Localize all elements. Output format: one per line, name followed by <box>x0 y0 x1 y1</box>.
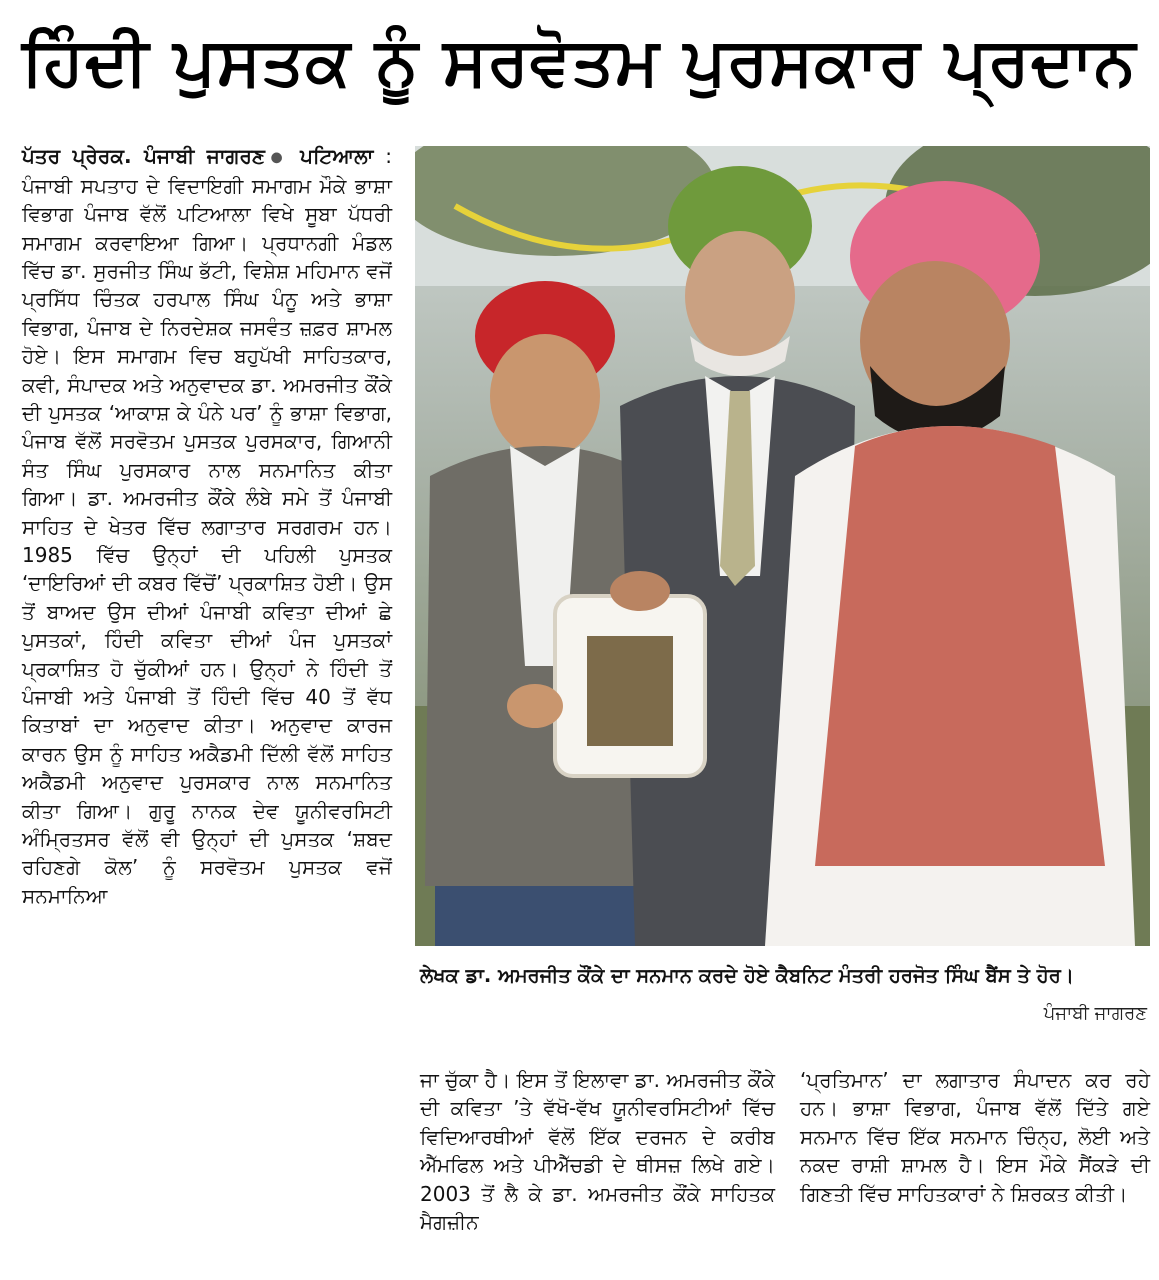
byline: ਪੱਤਰ ਪ੍ਰੇਰਕ. ਪੰਜਾਬੀ ਜਾਗਰਣ <box>22 144 265 168</box>
body-text-right: ‘ਪ੍ਰਤਿਮਾਨ’ ਦਾ ਲਗਾਤਾਰ ਸੰਪਾਦਨ ਕਰ ਰਹੇ ਹਨ। ਭਾਸ਼ਾ ਵਿਭਾਗ, ਪੰਜਾਬ ਵੱਲੋਂ ਦਿੱਤੇ ਗਏ ਸਨਮਾਨ ਵਿੱਚ ਇੱਕ ਸਨਮਾਨ ਚਿੰਨ੍ਹ, ਲੋਈ ਅਤੇ ਨਕਦ ਰਾਸ਼ੀ ਸ਼ਾਮਲ ਹੈ। ਇਸ ਮੌਕੇ ਸੈਂਕੜੇ ਦੀ ਗਿਣਤੀ ਵਿੱਚ ਸਾਹਿਤਕਾਰਾਂ ਨੇ ਸ਼ਿਰਕਤ ਕੀਤੀ। <box>800 1068 1150 1206</box>
bullet-icon: ● <box>264 149 289 166</box>
article-column-right <box>800 1066 1150 1208</box>
photo-caption: ਲੇਖਕ ਡਾ. ਅਮਰਜੀਤ ਕੌਂਕੇ ਦਾ ਸਨਮਾਨ ਕਰਦੇ ਹੋਏ ਕੈਬਨਿਟ ਮੰਤਰੀ ਹਰਜੋਤ ਸਿੰਘ ਬੈਂਸ ਤੇ ਹੋਰ। <box>420 964 1075 987</box>
body-text-left: ਪੰਜਾਬੀ ਸਪਤਾਹ ਦੇ ਵਿਦਾਇਗੀ ਸਮਾਗਮ ਮੌਕੇ ਭਾਸ਼ਾ ਵਿਭਾਗ ਪੰਜਾਬ ਵੱਲੋਂ ਪਟਿਆਲਾ ਵਿਖੇ ਸੂਬਾ ਪੱਧਰੀ ਸਮਾਗਮ ਕਰਵਾਇਆ ਗਿਆ। ਪ੍ਰਧਾਨਗੀ ਮੰਡਲ ਵਿੱਚ ਡਾ. ਸੁਰਜੀਤ ਸਿੰਘ ਭੱਟੀ, ਵਿਸ਼ੇਸ਼ ਮਹਿਮਾਨ ਵਜੋਂ ਪ੍ਰਸਿੱਧ ਚਿੰਤਕ ਹਰਪਾਲ ਸਿੰਘ ਪੰਨੂ ਅਤੇ ਭਾਸ਼ਾ ਵਿਭਾਗ, ਪੰਜਾਬ ਦੇ ਨਿਰਦੇਸ਼ਕ ਜਸਵੰਤ ਜ਼ਫ਼ਰ ਸ਼ਾਮਲ ਹੋਏ। ਇਸ ਸਮਾਗਮ ਵਿਚ ਬਹੁਪੱਖੀ ਸਾਹਿਤਕਾਰ, ਕਵੀ, ਸੰਪਾਦਕ ਅਤੇ ਅਨੁਵਾਦਕ ਡਾ. ਅਮਰਜੀਤ ਕੌਂਕੇ ਦੀ ਪੁਸਤਕ ‘ਆਕਾਸ਼ ਕੇ ਪੰਨੇ ਪਰ’ ਨੂੰ ਭਾਸ਼ਾ ਵਿਭਾਗ, ਪੰਜਾਬ ਵੱਲੋਂ ਸਰਵੋਤਮ ਪੁਸਤਕ ਪੁਰਸਕਾਰ, ਗਿਆਨੀ ਸੰਤ ਸਿੰਘ ਪੁਰਸਕਾਰ ਨਾਲ ਸਨਮਾਨਿਤ ਕੀਤਾ ਗਿਆ। ਡਾ. ਅਮਰਜੀਤ ਕੌਂਕੇ ਲੰਬੇ ਸਮੇ ਤੋਂ ਪੰਜਾਬੀ ਸਾਹਿਤ ਦੇ ਖੇਤਰ ਵਿੱਚ ਲਗਾਤਾਰ ਸਰਗਰਮ ਹਨ। 1985 ਵਿੱਚ ਉਨ੍ਹਾਂ ਦੀ ਪਹਿਲੀ ਪੁਸਤਕ ‘ਦਾਇਰਿਆਂ ਦੀ ਕਬਰ ਵਿੱਚੋਂ’ ਪ੍ਰਕਾਸ਼ਿਤ ਹੋਈ। ਉਸ ਤੋਂ ਬਾਅਦ ਉਸ ਦੀਆਂ ਪੰਜਾਬੀ ਕਵਿਤਾ ਦੀਆਂ ਛੇ ਪੁਸਤਕਾਂ, ਹਿੰਦੀ ਕਵਿਤਾ ਦੀਆਂ ਪੰਜ ਪੁਸਤਕਾਂ ਪ੍ਰਕਾਸ਼ਿਤ ਹੋ ਚੁੱਕੀਆਂ ਹਨ। ਉਨ੍ਹਾਂ ਨੇ ਹਿੰਦੀ ਤੋਂ ਪੰਜਾਬੀ ਅਤੇ ਪੰਜਾਬੀ ਤੋਂ ਹਿੰਦੀ ਵਿੱਚ 40 ਤੋਂ ਵੱਧ ਕਿਤਾਬਾਂ ਦਾ ਅਨੁਵਾਦ ਕੀਤਾ। ਅਨੁਵਾਦ ਕਾਰਜ ਕਾਰਨ ਉਸ ਨੂੰ ਸਾਹਿਤ ਅਕੈਡਮੀ ਦਿੱਲੀ ਵੱਲੋਂ ਸਾਹਿਤ ਅਕੈਡਮੀ ਅਨੁਵਾਦ ਪੁਰਸਕਾਰ ਨਾਲ ਸਨਮਾਨਿਤ ਕੀਤਾ ਗਿਆ। ਗੁਰੂ ਨਾਨਕ ਦੇਵ ਯੂਨੀਵਰਸਿਟੀ ਅੰਮ੍ਰਿਤਸਰ ਵੱਲੋਂ ਵੀ ਉਨ੍ਹਾਂ ਦੀ ਪੁਸਤਕ ‘ਸ਼ਬਦ ਰਹਿਣਗੇ ਕੋਲ’ ਨੂੰ ਸਰਵੋਤਮ ਪੁਸਤਕ ਵਜੋਂ ਸਨਮਾਨਿਆ <box>22 173 392 908</box>
photo-illustration-icon <box>415 146 1150 946</box>
article-column-left <box>22 142 392 910</box>
article-column-middle <box>420 1066 775 1236</box>
dateline-place: ਪਟਿਆਲਾ <box>300 144 374 168</box>
news-photo <box>415 146 1150 946</box>
photo-credit: ਪੰਜਾਬੀ ਜਾਗਰਣ <box>1043 1003 1147 1024</box>
body-text-middle: ਜਾ ਚੁੱਕਾ ਹੈ। ਇਸ ਤੋਂ ਇਲਾਵਾ ਡਾ. ਅਮਰਜੀਤ ਕੌਂਕੇ ਦੀ ਕਵਿਤਾ ’ਤੇ ਵੱਖੋ-ਵੱਖ ਯੂਨੀਵਰਸਿਟੀਆਂ ਵਿੱਚ ਵਿਦਿਆਰਥੀਆਂ ਵੱਲੋਂ ਇੱਕ ਦਰਜਨ ਦੇ ਕਰੀਬ ਐੱਮਫਿਲ ਅਤੇ ਪੀਐੱਚਡੀ ਦੇ ਥੀਸਜ਼ ਲਿਖੇ ਗਏ। 2003 ਤੋਂ ਲੈ ਕੇ ਡਾ. ਅਮਰਜੀਤ ਕੌਂਕੇ ਸਾਹਿਤਕ ਮੈਗਜ਼ੀਨ <box>420 1068 775 1235</box>
headline: ਹਿੰਦੀ ਪੁਸਤਕ ਨੂੰ ਸਰਵੋਤਮ ਪੁਰਸਕਾਰ ਪ੍ਰਦਾਨ <box>22 23 1137 100</box>
dateline-separator: : <box>385 144 393 168</box>
